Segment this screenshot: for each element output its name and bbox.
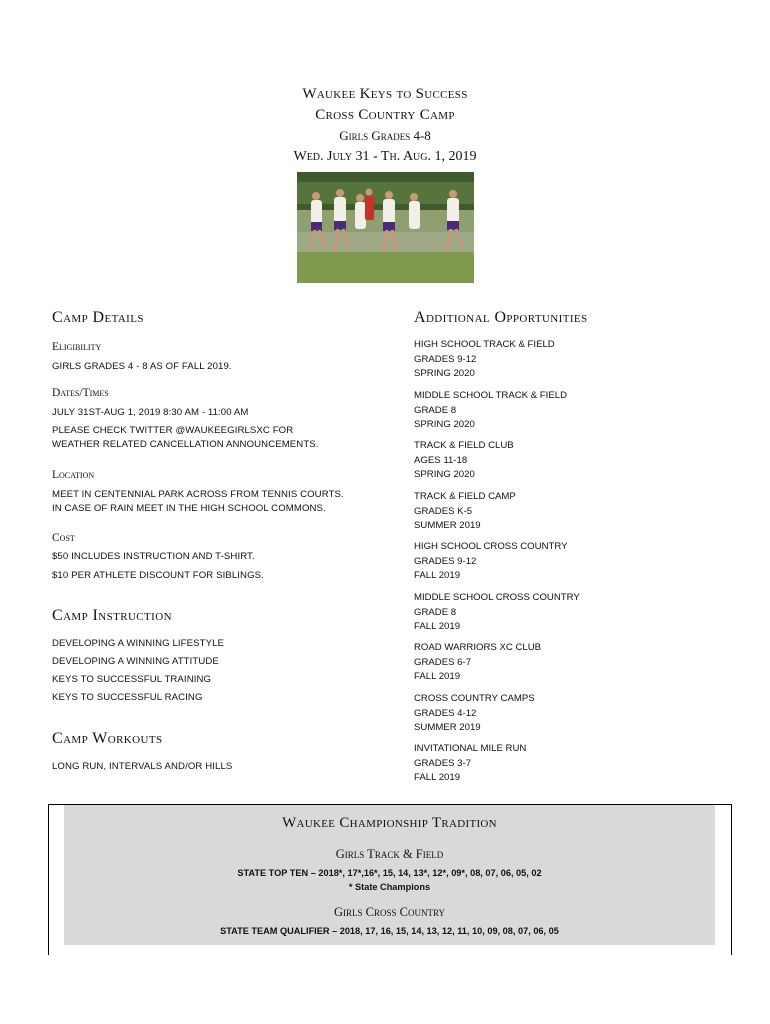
state-champions-note: * State Champions [348, 882, 431, 892]
opportunity-season: FALL 2019 [414, 570, 461, 582]
opportunity-name: CROSS COUNTRY CAMPS [414, 693, 535, 704]
opportunity-item [414, 439, 514, 483]
opportunity-season: SPRING 2020 [414, 368, 475, 380]
cross-country-results: STATE TEAM QUALIFIER – 2018, 17, 16, 15, 14, 13, 12, 11, 10, 09, 08, 07, 06, 05 [220, 926, 559, 936]
opportunity-grades: GRADES 6-7 [414, 656, 472, 668]
opportunity-grades: GRADES 4-12 [414, 707, 477, 719]
opportunity-item [414, 389, 567, 433]
cross-country-heading: Girls Cross Country [334, 905, 445, 919]
opportunity-name: MIDDLE SCHOOL TRACK & FIELD [414, 390, 567, 401]
opportunity-item [414, 338, 555, 382]
flyer-dates: Wed. July 31 - Th. Aug. 1, 2019 [293, 149, 477, 164]
cost-line-2: $10 PER ATHLETE DISCOUNT FOR SIBLINGS. [52, 570, 264, 581]
opportunity-name: INVITATIONAL MILE RUN [414, 743, 527, 754]
instruction-item: DEVELOPING A WINNING LIFESTYLE [52, 638, 224, 649]
location-line-2: IN CASE OF RAIN MEET IN THE HIGH SCHOOL COMMONS. [52, 503, 326, 514]
opportunity-grades: GRADES 9-12 [414, 555, 477, 567]
eligibility-heading: Eligibility [52, 341, 102, 353]
opportunity-season: SUMMER 2019 [414, 722, 481, 734]
opportunity-grades: GRADES K-5 [414, 505, 473, 517]
championship-tradition-box [48, 804, 732, 955]
additional-opportunities-heading: Additional Opportunities [414, 309, 588, 326]
opportunity-item [414, 742, 526, 786]
opportunity-item [414, 692, 535, 736]
championship-tradition-panel [64, 805, 715, 945]
track-field-results: STATE TOP TEN – 2018*, 17*,16*, 15, 14, 13*, 12*, 09*, 08, 07, 06, 05, 02 [237, 868, 542, 878]
instruction-item: DEVELOPING A WINNING ATTITUDE [52, 656, 219, 667]
runners-photo [297, 172, 474, 283]
opportunity-grades: GRADES 3-7 [414, 757, 472, 769]
dates-note-line-2: WEATHER RELATED CANCELLATION ANNOUNCEMENTS. [52, 439, 319, 450]
dates-text: JULY 31ST-AUG 1, 2019 8:30 AM - 11:00 AM [52, 407, 249, 418]
opportunity-season: FALL 2019 [414, 671, 461, 683]
workouts-text: LONG RUN, INTERVALS AND/OR HILLS [52, 761, 233, 772]
opportunity-season: FALL 2019 [414, 621, 461, 633]
cost-heading: Cost [52, 532, 75, 544]
opportunity-name: TRACK & FIELD CAMP [414, 491, 516, 502]
camp-details-heading: Camp Details [52, 309, 144, 326]
opportunity-grades: AGES 11-18 [414, 454, 468, 466]
camp-workouts-heading: Camp Workouts [52, 730, 163, 747]
camp-instruction-heading: Camp Instruction [52, 607, 172, 624]
dates-note-line-1: PLEASE CHECK TWITTER @WAUKEEGIRLSXC FOR [52, 425, 294, 436]
opportunity-item [414, 540, 568, 584]
location-line-1: MEET IN CENTENNIAL PARK ACROSS FROM TENNIS COURTS. [52, 489, 344, 500]
eligibility-text: GIRLS GRADES 4 - 8 AS OF FALL 2019. [52, 361, 232, 372]
flyer-subtitle: Cross Country Camp [315, 107, 455, 123]
opportunity-grades: GRADES 9-12 [414, 353, 477, 365]
opportunity-name: ROAD WARRIORS XC CLUB [414, 642, 542, 653]
opportunity-name: MIDDLE SCHOOL CROSS COUNTRY [414, 592, 580, 603]
opportunity-name: TRACK & FIELD CLUB [414, 440, 514, 451]
location-heading: Location [52, 469, 95, 481]
instruction-item: KEYS TO SUCCESSFUL RACING [52, 692, 203, 703]
flyer-header [0, 84, 770, 169]
opportunity-season: FALL 2019 [414, 772, 461, 784]
opportunity-season: SPRING 2020 [414, 419, 475, 431]
opportunity-item [414, 641, 541, 685]
opportunity-item [414, 591, 580, 635]
opportunity-grades: GRADE 8 [414, 404, 457, 416]
opportunity-season: SPRING 2020 [414, 469, 475, 481]
flyer-title: Waukee Keys to Success [302, 86, 468, 102]
tradition-title: Waukee Championship Tradition [282, 815, 497, 831]
dates-heading: Dates/Times [52, 387, 109, 399]
opportunity-item [414, 490, 516, 534]
flyer-grades: Girls Grades 4-8 [339, 128, 431, 143]
instruction-item: KEYS TO SUCCESSFUL TRAINING [52, 674, 212, 685]
opportunity-season: SUMMER 2019 [414, 520, 481, 532]
opportunity-name: HIGH SCHOOL TRACK & FIELD [414, 339, 555, 350]
track-field-heading: Girls Track & Field [335, 847, 444, 861]
opportunity-name: HIGH SCHOOL CROSS COUNTRY [414, 541, 568, 552]
cost-line-1: $50 INCLUDES INSTRUCTION AND T-SHIRT. [52, 551, 255, 562]
opportunity-grades: GRADE 8 [414, 606, 457, 618]
